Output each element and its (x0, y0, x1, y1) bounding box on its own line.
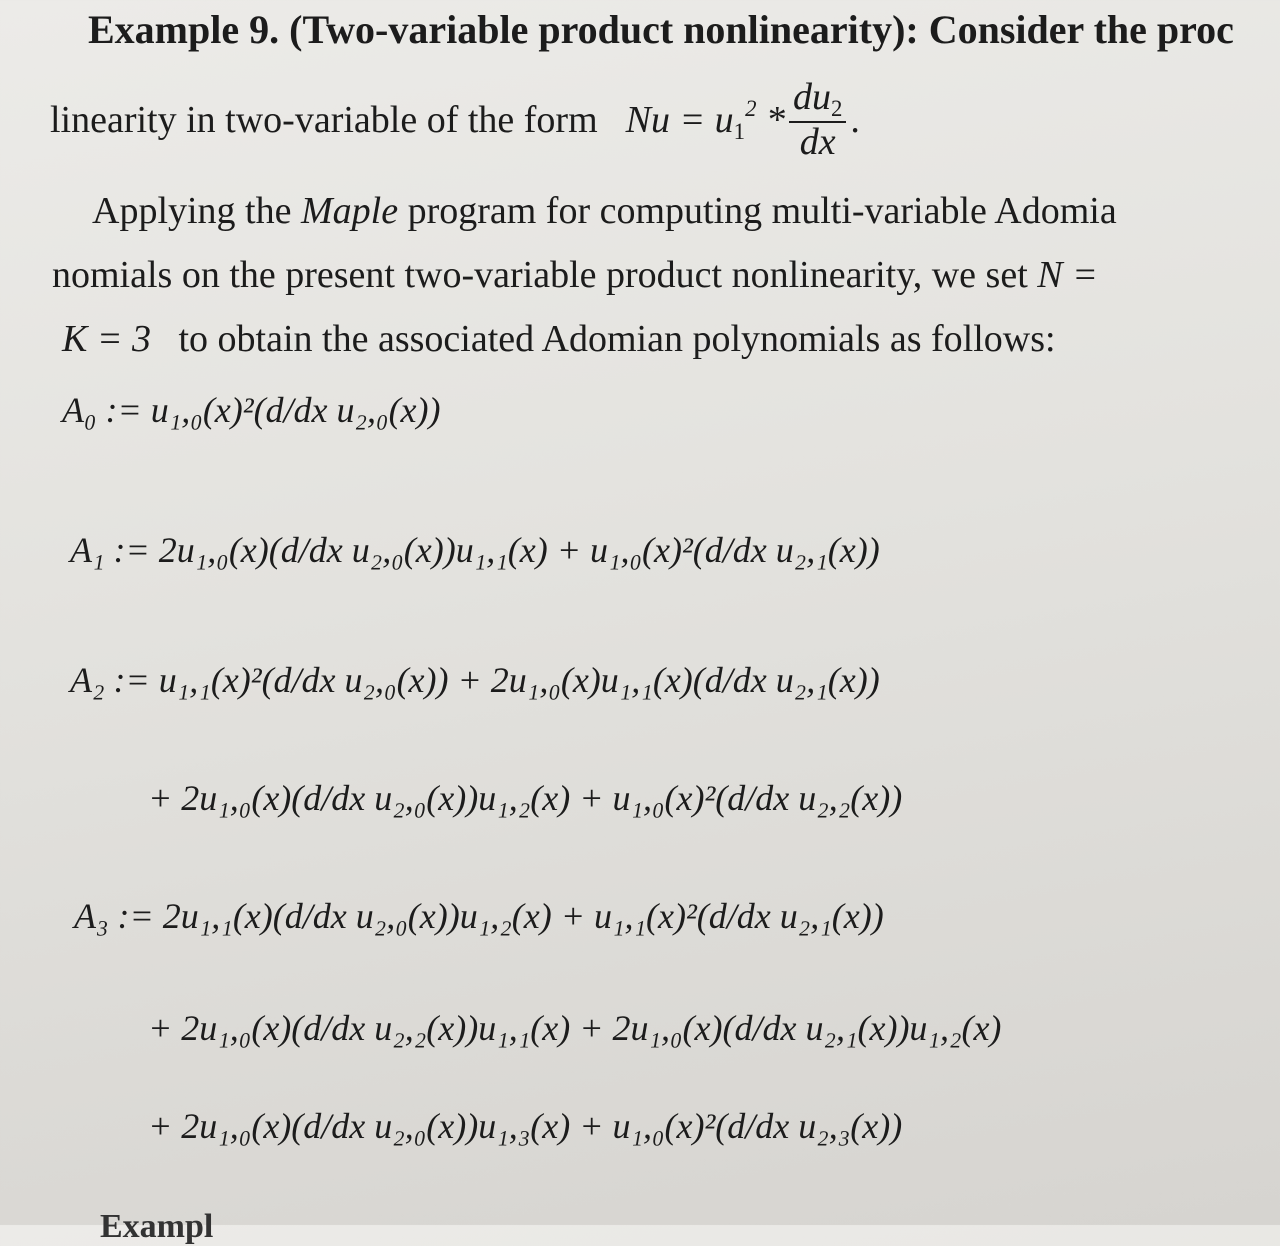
maple-word: Maple (300, 190, 399, 232)
next-example-fragment: Exampl (100, 1208, 214, 1245)
para-line-2: nomials on the present two-variable product nonlinearity, we set N = (52, 254, 1098, 296)
equation-a2-line1: A₂ := u₁,₁(x)²(d/dx u₂,₀(x)) + 2u₁,₀(x)u₁,₁(x)(d/dx u₂,₁(x)) (70, 660, 880, 700)
example-label: Example 9. (88, 7, 280, 52)
intro-formula: $Nu = u_1^2$ * (625, 95, 785, 144)
equation-a3-line1: A₃ := 2u₁,₁(x)(d/dx u₂,₀(x))u₁,₂(x) + u₁,₁(x)²(d/dx u₂,₁(x)) (74, 896, 884, 936)
equation-a3-line2: + 2u₁,₀(x)(d/dx u₂,₂(x))u₁,₁(x) + 2u₁,₀(x)(d/dx u₂,₁(x))u₁,₂(x) (148, 1008, 1002, 1048)
example-heading (88, 7, 1234, 52)
equation-a3-line3: + 2u₁,₀(x)(d/dx u₂,₀(x))u₁,₃(x) + u₁,₀(x)²(d/dx u₂,₃(x)) (148, 1106, 903, 1146)
equation-a0: A₀ := u₁,₀(x)²(d/dx u₂,₀(x)) (62, 390, 441, 430)
equation-a2-line2: + 2u₁,₀(x)(d/dx u₂,₀(x))u₁,₂(x) + u₁,₀(x)²(d/dx u₂,₂(x)) (148, 778, 903, 818)
para-line-3: K = 3 to obtain the associated Adomian polynomials as follows: (62, 318, 1056, 360)
intro-fraction: $\frac{du_2}{dx}$ (789, 78, 846, 163)
para-line-1: Applying the Maple program for computing multi-variable Adomia (92, 190, 1117, 232)
intro-text: linearity in two-variable of the form (50, 99, 598, 142)
equation-a1: A₁ := 2u₁,₀(x)(d/dx u₂,₀(x))u₁,₁(x) + u₁,₀(x)²(d/dx u₂,₁(x)) (70, 530, 880, 570)
example-title: (Two-variable product nonlinearity): Consider the proc (289, 7, 1234, 52)
intro-line: linearity in two-variable of the form $Nu = u_1^2$ * $\frac{du_2}{dx}$ . (50, 76, 860, 163)
